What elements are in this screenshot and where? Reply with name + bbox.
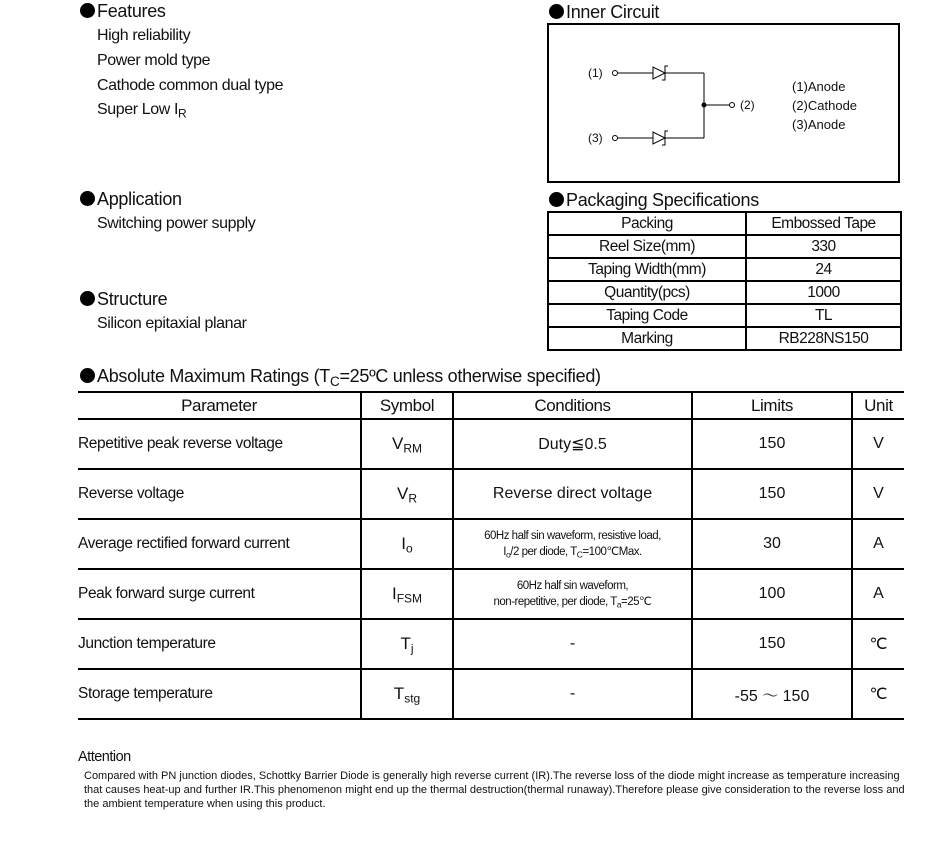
unit-cell: A bbox=[852, 569, 904, 619]
conditions-cell: - bbox=[453, 669, 692, 719]
unit-cell: V bbox=[852, 419, 904, 469]
parameter-cell: Reverse voltage bbox=[78, 469, 361, 519]
pin-legend bbox=[792, 77, 857, 134]
pack-label: Taping Width(mm) bbox=[548, 258, 746, 281]
conditions-cell: 60Hz half sin waveform, resistive load, $I_o/2$ per diode, $T_C=100℃Max$. bbox=[453, 519, 692, 569]
symbol-cell: $T_j$ bbox=[361, 619, 453, 669]
ratings-heading: Absolute Maximum Ratings ($T_C=25ºC$ unless otherwise specified) bbox=[80, 365, 601, 387]
pack-label: Reel Size(mm) bbox=[548, 235, 746, 258]
table-row bbox=[548, 327, 901, 350]
parameter-cell: Repetitive peak reverse voltage bbox=[78, 419, 361, 469]
structure-item: Silicon epitaxial planar bbox=[97, 315, 247, 332]
feature-item: High reliability bbox=[97, 27, 191, 44]
table-row bbox=[78, 619, 904, 669]
table-row bbox=[548, 281, 901, 304]
bullet-icon bbox=[80, 291, 95, 306]
limits-cell: -55 ～ 150 bbox=[692, 669, 852, 719]
table-row bbox=[78, 569, 904, 619]
attention-text: Compared with PN junction diodes, Schottky Barrier Diode is generally high reverse current (IR).The reverse loss of the diode might increase as temperature increasing that causes heat-up and further IR.This phenomenon might end up the thermal destruction(thermal runaway).Therefore please give consideration to the reverse loss and the ambient temperature when using this product. bbox=[84, 770, 905, 810]
conditions-cell: 60Hz half sin waveform, non-repetitive, per diode, $T_a=25℃$ bbox=[453, 569, 692, 619]
unit-cell: V bbox=[852, 469, 904, 519]
parameter-cell: Storage temperature bbox=[78, 669, 361, 719]
inner-circuit-heading: Inner Circuit bbox=[549, 1, 659, 23]
conditions-cell: - bbox=[453, 619, 692, 669]
legend-item: (2)Cathode bbox=[792, 98, 858, 113]
schottky-diode-1-icon bbox=[653, 67, 665, 79]
unit-cell: ℃ bbox=[852, 669, 904, 719]
conditions-cell: Duty≦0.5 bbox=[453, 419, 692, 469]
symbol-cell: $T_{stg}$ bbox=[361, 669, 453, 719]
pack-label: Marking bbox=[548, 327, 746, 350]
pin-3-terminal bbox=[613, 136, 618, 141]
symbol-cell: $I_o$ bbox=[361, 519, 453, 569]
table-row bbox=[548, 304, 901, 327]
conditions-cell: Reverse direct voltage bbox=[453, 469, 692, 519]
limits-cell: 30 bbox=[692, 519, 852, 569]
limits-cell: 100 bbox=[692, 569, 852, 619]
table-row bbox=[78, 419, 904, 469]
schottky-diode-2-icon bbox=[653, 132, 665, 144]
application-heading: Application bbox=[80, 188, 182, 210]
pack-label: Taping Code bbox=[548, 304, 746, 327]
structure-heading: Structure bbox=[80, 288, 167, 310]
pin-3-label: (3) bbox=[588, 131, 603, 145]
parameter-cell: Peak forward surge current bbox=[78, 569, 361, 619]
feature-item: Cathode common dual type bbox=[97, 77, 284, 94]
bullet-icon bbox=[80, 3, 95, 18]
parameter-cell: Junction temperature bbox=[78, 619, 361, 669]
pack-value: 1000 bbox=[746, 281, 901, 304]
limits-cell: 150 bbox=[692, 419, 852, 469]
col-header-limits: Limits bbox=[692, 392, 852, 419]
col-header-unit: Unit bbox=[852, 392, 904, 419]
packaging-heading: Packaging Specifications bbox=[549, 189, 759, 211]
symbol-cell: $I_{FSM}$ bbox=[361, 569, 453, 619]
pack-value: Embossed Tape bbox=[746, 212, 901, 235]
limits-cell: 150 bbox=[692, 469, 852, 519]
table-row bbox=[548, 235, 901, 258]
col-header-parameter: Parameter bbox=[78, 392, 361, 419]
table-row bbox=[78, 519, 904, 569]
features-heading: Features bbox=[80, 0, 166, 22]
pack-value: RB228NS150 bbox=[746, 327, 901, 350]
pack-value: TL bbox=[746, 304, 901, 327]
table-row bbox=[548, 212, 901, 235]
bullet-icon bbox=[80, 368, 95, 383]
table-header-row bbox=[78, 392, 904, 419]
ratings-table bbox=[78, 391, 904, 720]
symbol-cell: $V_{RM}$ bbox=[361, 419, 453, 469]
legend-item: (3)Anode bbox=[792, 117, 846, 132]
pin-2-terminal bbox=[730, 103, 735, 108]
parameter-cell: Average rectified forward current bbox=[78, 519, 361, 569]
attention-title: Attention bbox=[78, 749, 131, 765]
legend-item: (1)Anode bbox=[792, 79, 846, 94]
application-item: Switching power supply bbox=[97, 215, 256, 232]
col-header-conditions: Conditions bbox=[453, 392, 692, 419]
pack-value: 330 bbox=[746, 235, 901, 258]
limits-cell: 150 bbox=[692, 619, 852, 669]
unit-cell: ℃ bbox=[852, 619, 904, 669]
pack-label: Quantity(pcs) bbox=[548, 281, 746, 304]
unit-cell: A bbox=[852, 519, 904, 569]
bullet-icon bbox=[549, 192, 564, 207]
feature-item: Power mold type bbox=[97, 52, 211, 69]
packaging-table bbox=[547, 211, 902, 351]
pin-2-label: (2) bbox=[740, 98, 755, 112]
bullet-icon bbox=[549, 4, 564, 19]
pack-value: 24 bbox=[746, 258, 901, 281]
symbol-cell: $V_R$ bbox=[361, 469, 453, 519]
table-row bbox=[78, 669, 904, 719]
feature-item: Super Low $I_R$ bbox=[97, 101, 187, 121]
table-row bbox=[548, 258, 901, 281]
bullet-icon bbox=[80, 191, 95, 206]
pack-label: Packing bbox=[548, 212, 746, 235]
table-row bbox=[78, 469, 904, 519]
col-header-symbol: Symbol bbox=[361, 392, 453, 419]
pin-1-label: (1) bbox=[588, 66, 603, 80]
pin-1-terminal bbox=[613, 71, 618, 76]
